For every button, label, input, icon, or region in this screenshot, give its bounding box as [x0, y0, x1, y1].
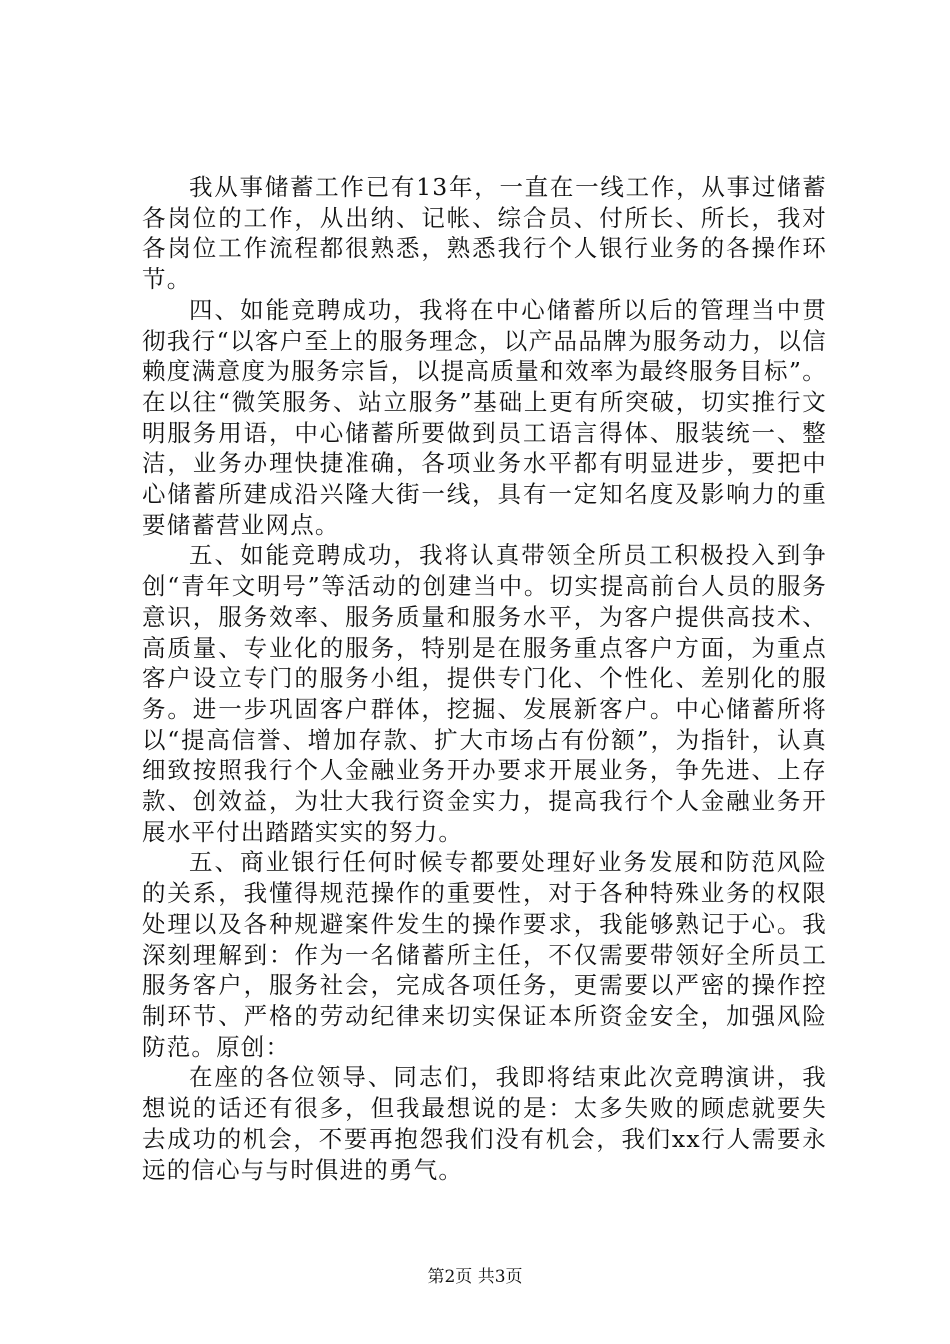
document-body	[142, 172, 827, 1185]
paragraph-service-management: 四、如能竞聘成功，我将在中心储蓄所以后的管理当中贯彻我行“以客户至上的服务理念，以产品品牌为服务动力，以信赖度满意度为服务宗旨，以提高质量和效率为最终服务目标”。在以往“微笑服务、站立服务”基础上更有所突破，切实推行文明服务用语，中心储蓄所要做到员工语言得体、服装统一、整洁，业务办理快捷准确，各项业务水平都有明显进步，要把中心储蓄所建成沿兴隆大街一线，具有一定知名度及影响力的重要储蓄营业网点。	[142, 295, 827, 539]
paragraph-closing: 在座的各位领导、同志们，我即将结束此次竞聘演讲，我想说的话还有很多，但我最想说的是：太多失败的顾虑就要失去成功的机会，不要再抱怨我们没有机会，我们xx行人需要永远的信心与与时俱进的勇气。	[142, 1063, 827, 1184]
paragraph-experience: 我从事储蓄工作已有13年，一直在一线工作，从事过储蓄各岗位的工作，从出纳、记帐、综合员、付所长、所长，我对各岗位工作流程都很熟悉，熟悉我行个人银行业务的各操作环节。	[142, 173, 827, 294]
paragraph-civilized-service: 五、如能竞聘成功，我将认真带领全所员工积极投入到争创“青年文明号”等活动的创建当中。切实提高前台人员的服务意识，服务效率、服务质量和服务水平，为客户提供高技术、高质量、专业化的服务，特别是在服务重点客户方面，为重点客户设立专门的服务小组，提供专门化、个性化、差别化的服务。进一步巩固客户群体，挖掘、发展新客户。中心储蓄所将以“提高信誉、增加存款、扩大市场占有份额”，为指针，认真细致按照我行个人金融业务开办要求开展业务，争先进、上存款、创效益，为壮大我行资金实力，提高我行个人金融业务开展水平付出踏踏实实的努力。	[142, 541, 827, 846]
paragraph-risk-control: 五、商业银行任何时候专都要处理好业务发展和防范风险的关系，我懂得规范操作的重要性，对于各种特殊业务的权限处理以及各种规避案件发生的操作要求，我能够熟记于心。我深刻理解到：作为一名储蓄所主任，不仅需要带领好全所员工服务客户，服务社会，完成各项任务，更需要以严密的操作控制环节、严格的劳动纪律来切实保证本所资金安全，加强风险防范。原创：	[142, 848, 827, 1061]
page-footer: 第2页 共3页	[427, 1267, 523, 1287]
